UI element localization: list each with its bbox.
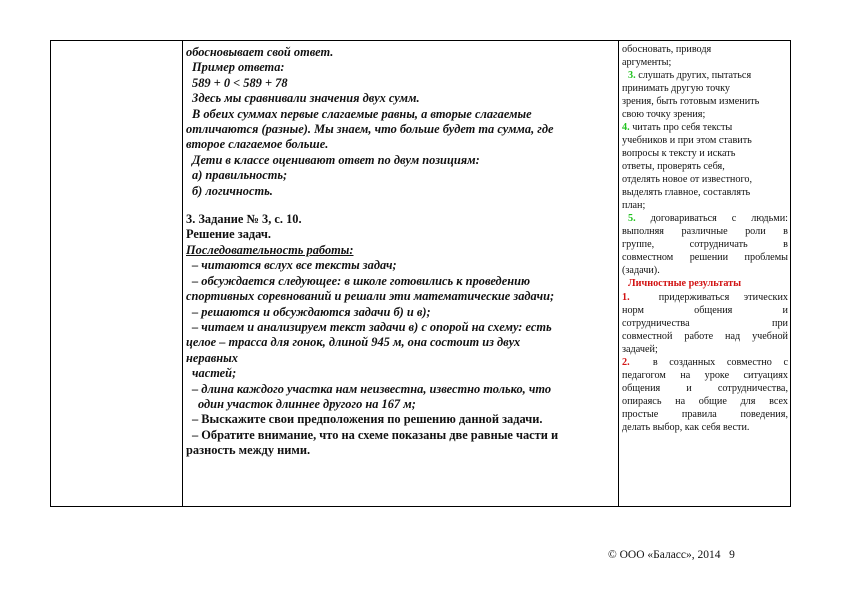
text-line: б) логичность. (192, 183, 273, 198)
text-line: 589 + 0 < 589 + 78 (192, 75, 288, 90)
text-line: один участок длиннее другого на 167 м; (198, 396, 416, 411)
column-divider-2 (618, 41, 619, 506)
text-line: совместном решении проблемы (622, 252, 788, 263)
text-line: целое – трасса для гонок, длиной 945 м, она состоит из двух (186, 335, 521, 350)
lesson-table (50, 40, 791, 507)
text-line: педагогом на уроке ситуациях (622, 370, 788, 381)
text-line: простые правила поведения, (622, 409, 788, 420)
text-line: опираясь на общие для всех (622, 396, 788, 407)
text-line: зрения, быть готовым изменить (622, 96, 760, 107)
text-line: обосновывает свой ответ. (186, 45, 334, 59)
text-line: план; (622, 200, 646, 211)
text-line: частей; (192, 366, 237, 381)
text-line: выделять главное, составлять (622, 187, 751, 198)
list-item: 5. договариваться с людьми: (628, 213, 788, 224)
text-line: (задачи). (622, 265, 660, 276)
text-line: обосновать, приводя (622, 44, 712, 55)
text-line: принимать другую точку (622, 83, 731, 94)
item-number: 2. (622, 357, 630, 368)
page-footer (608, 549, 735, 561)
text-line: – читаются вслух все тексты задач; (192, 258, 397, 273)
text-line: Здесь мы сравнивали значения двух сумм. (192, 91, 420, 106)
text-line: разность между ними. (186, 443, 311, 458)
text-line: – длина каждого участка нам неизвестна, известно только, что (192, 381, 552, 396)
text-line: норм общения и (622, 305, 788, 316)
text-line: выполняя различные роли в (622, 226, 788, 237)
task-subheading: Решение задач. (186, 227, 271, 242)
activity-column (186, 45, 616, 459)
text-line: отличаются (разные). Мы знаем, что больше будет та сумма, где (186, 122, 554, 137)
personal-results-heading: Личностные результаты (628, 278, 742, 289)
text-line: – Выскажите свои предположения по решению данной задачи. (192, 412, 543, 427)
text-line: – читаем и анализируем текст задачи в) с опорой на схему: есть (192, 319, 552, 334)
list-item: 4. читать про себя тексты (622, 122, 733, 133)
text-line: делать выбор, как себя вести. (622, 422, 750, 433)
column-divider-1 (182, 41, 183, 506)
item-number: 4. (622, 122, 630, 133)
text-line: общения и сотрудничества, (622, 383, 788, 394)
text-line: – решаются и обсуждаются задачи б) и в); (192, 304, 431, 319)
text-line: задачей; (622, 344, 658, 355)
text-line: вопросы к тексту и искать (622, 148, 736, 159)
text-line: – обсуждается следующее: в школе готовились к проведению (192, 273, 531, 288)
text-line: неравных (186, 350, 238, 365)
task-heading: 3. Задание № 3, с. 10. (186, 212, 302, 227)
copyright: © ООО «Баласс», 2014 (608, 549, 721, 561)
text-line: В обеих суммах первые слагаемые равны, а вторые слагаемые (192, 106, 532, 121)
text-line: второе слагаемое больше. (186, 137, 329, 152)
list-item: 3. слушать других, пытаться (628, 70, 752, 81)
item-number: 5. (628, 213, 636, 224)
text-line: Пример ответа: (192, 60, 285, 75)
text-line: сотрудничества при (622, 318, 788, 329)
item-number: 1. (622, 292, 630, 303)
list-item: 1. придерживаться этических (622, 292, 788, 303)
item-number: 3. (628, 70, 636, 81)
text-line: свою точку зрения; (622, 109, 706, 120)
text-line: спортивных соревнований и решали эти математические задачи; (186, 289, 555, 304)
list-item: 2. в созданных совместно с (622, 357, 789, 368)
text-line: совместной работе над учебной (622, 331, 788, 342)
text-line: группе, сотрудничать в (622, 239, 788, 250)
sequence-heading: Последовательность работы: (186, 242, 354, 257)
text-line: Дети в классе оценивают ответ по двум позициям: (192, 152, 480, 167)
text-line: ответы, проверять себя, (622, 161, 725, 172)
text-line: а) правильность; (192, 168, 288, 183)
page-number: 9 (729, 549, 735, 561)
text-line: учебников и при этом ставить (622, 135, 752, 146)
text-line: отделять новое от известного, (622, 174, 753, 185)
text-line: – Обратите внимание, что на схеме показаны две равные части и (192, 427, 559, 442)
text-line: аргументы; (622, 57, 672, 68)
results-column (622, 43, 788, 434)
